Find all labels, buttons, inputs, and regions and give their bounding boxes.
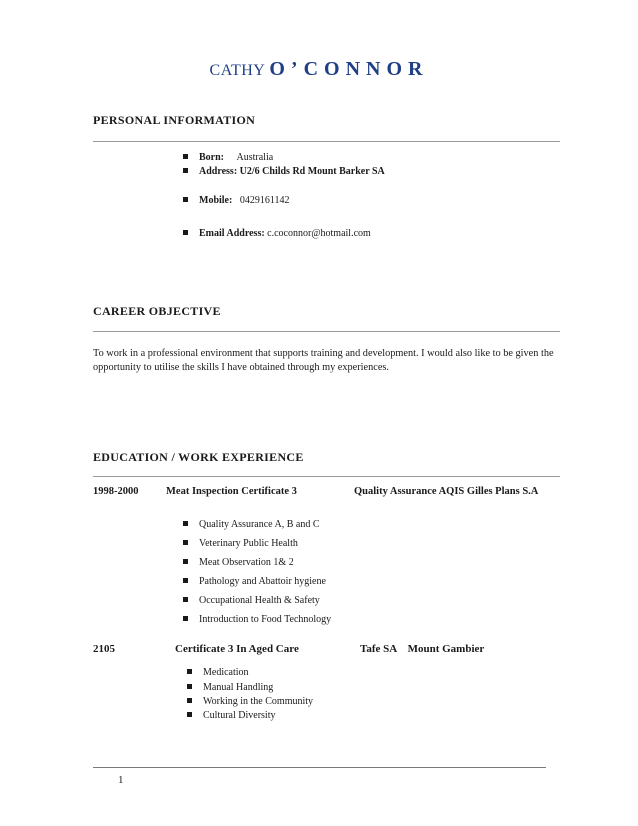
bullet-icon [183, 168, 188, 173]
list-item: Working in the Community [187, 696, 313, 707]
born-line [183, 152, 273, 163]
list-item: Cultural Diversity [187, 710, 276, 721]
bullet-icon [183, 578, 188, 583]
footer-divider [93, 767, 546, 768]
bullet-icon [187, 698, 192, 703]
first-name: CATHY [209, 62, 266, 79]
career-objective-heading: CAREER OBJECTIVE [93, 304, 221, 318]
email-label: Email Address: [199, 228, 265, 239]
page-number: 1 [118, 774, 124, 786]
bullet-icon [183, 616, 188, 621]
entry-2-title: Certificate 3 In Aged Care [175, 643, 299, 655]
bullet-icon [183, 230, 188, 235]
born-label: Born: [199, 152, 224, 163]
bullet-icon [183, 521, 188, 526]
born-value: Australia [236, 152, 274, 163]
list-item: Introduction to Food Technology [183, 614, 331, 625]
entry-2-institution: Tafe SA Mount Gambier [360, 643, 485, 655]
list-item: Occupational Health & Safety [183, 595, 320, 606]
email-value[interactable]: c.coconnor@hotmail.com [267, 228, 371, 239]
personal-info-heading: PERSONAL INFORMATION [93, 113, 256, 127]
bullet-icon [183, 154, 188, 159]
list-item: Manual Handling [187, 682, 273, 693]
section-divider [93, 331, 560, 332]
education-heading: EDUCATION / WORK EXPERIENCE [93, 450, 304, 464]
list-item: Medication [187, 667, 249, 678]
last-name: O’CONNOR [269, 58, 429, 80]
bullet-icon [183, 559, 188, 564]
bullet-icon [183, 540, 188, 545]
address-label: Address: U2/6 Childs Rd Mount Barker SA [199, 166, 385, 177]
section-divider [93, 141, 560, 142]
entry-1-year: 1998-2000 [93, 486, 139, 497]
entry-2-year: 2105 [93, 643, 115, 655]
mobile-value: 0429161142 [239, 195, 290, 206]
list-item: Meat Observation 1& 2 [183, 557, 294, 568]
entry-1-title: Meat Inspection Certificate 3 [166, 486, 297, 497]
address-line [183, 166, 385, 177]
resume-name [0, 58, 638, 81]
bullet-icon [187, 669, 192, 674]
bullet-icon [187, 684, 192, 689]
mobile-label: Mobile: [199, 195, 233, 206]
list-item: Quality Assurance A, B and C [183, 519, 320, 530]
bullet-icon [183, 197, 188, 202]
section-divider [93, 476, 560, 477]
bullet-icon [187, 712, 192, 717]
list-item: Pathology and Abattoir hygiene [183, 576, 326, 587]
email-line [183, 228, 371, 239]
bullet-icon [183, 597, 188, 602]
mobile-line [183, 195, 289, 206]
career-objective-text: To work in a professional environment that supports training and development. I would also like to be given the opportunity to utilise the skills I have obtained through my experiences. [93, 348, 554, 373]
list-item: Veterinary Public Health [183, 538, 298, 549]
entry-1-institution: Quality Assurance AQIS Gilles Plans S.A [354, 486, 539, 497]
